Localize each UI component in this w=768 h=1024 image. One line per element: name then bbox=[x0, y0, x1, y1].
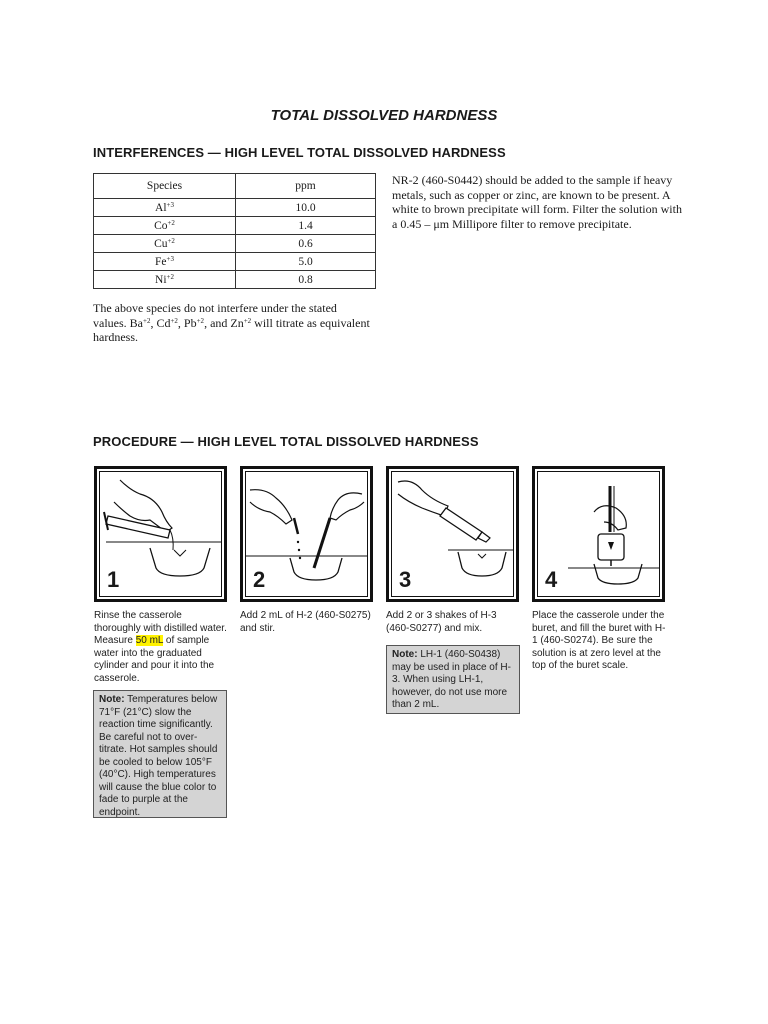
step-1-text: Rinse the casserole thoroughly with distilled water. Measure 50 mL of sample water into the graduated cylinder and pour it into the casserole. bbox=[94, 610, 227, 684]
species-cell: $Ni^{+2}$ bbox=[94, 271, 236, 289]
ppm-cell: 0.8 bbox=[236, 271, 376, 289]
temperature-note: Note: Temperatures below 71°F (21°C) slow the reaction time significantly. Be careful not to over-titrate. Hot samples should be cooled to below 105°F (40°C). High temperatures will cause the blue color to fade to purple at the endpoint. bbox=[93, 690, 227, 818]
interferences-heading: INTERFERENCES — HIGH LEVEL TOTAL DISSOLVED HARDNESS bbox=[93, 145, 506, 160]
table-row bbox=[94, 199, 376, 217]
step-4-number: 4 bbox=[545, 567, 558, 592]
species-cell: $Al^{+3}$ bbox=[94, 199, 236, 217]
procedure-heading: PROCEDURE — HIGH LEVEL TOTAL DISSOLVED HARDNESS bbox=[93, 434, 479, 449]
step-1-number: 1 bbox=[107, 567, 120, 592]
page-title: TOTAL DISSOLVED HARDNESS bbox=[270, 107, 498, 124]
nr2-paragraph: NR-2 (460-S0442) should be added to the sample if heavy metals, such as copper or zinc, are known to be present. A white to brown precipitate will form. Filter the solution with a 0.45 – μm Millipore filter to remove precipitate. bbox=[392, 173, 682, 231]
table-row bbox=[94, 217, 376, 235]
ppm-cell: 10.0 bbox=[236, 199, 376, 217]
table-row bbox=[94, 253, 376, 271]
step-4-illustration bbox=[532, 466, 665, 602]
table-header-row bbox=[94, 174, 376, 199]
ppm-cell: 0.6 bbox=[236, 235, 376, 253]
species-cell: $Co^{+2}$ bbox=[94, 217, 236, 235]
step-4-text: Place the casserole under the buret, and fill the buret with H-1 (460-S0274). Be sure the solution is at zero level at the top of the buret scale. bbox=[532, 610, 666, 671]
step-2-illustration bbox=[240, 466, 373, 602]
step-2-number: 2 bbox=[253, 567, 266, 592]
column-header-ppm: ppm bbox=[236, 174, 376, 199]
lh1-note: Note: LH-1 (460-S0438) may be used in place of H-3. When using LH-1, however, do not use more than 2 mL. bbox=[386, 645, 520, 714]
species-cell: $Fe^{+3}$ bbox=[94, 253, 236, 271]
table-row bbox=[94, 235, 376, 253]
species-cell: $Cu^{+2}$ bbox=[94, 235, 236, 253]
step-2-text: Add 2 mL of H-2 (460-S0275) and stir. bbox=[240, 610, 371, 634]
step-3-number: 3 bbox=[399, 567, 412, 592]
step-3-text: Add 2 or 3 shakes of H-3 (460-S0277) and mix. bbox=[386, 610, 497, 634]
step-1-illustration bbox=[94, 466, 227, 602]
column-header-species: Species bbox=[94, 174, 236, 199]
ppm-cell: 5.0 bbox=[236, 253, 376, 271]
interference-table bbox=[93, 173, 376, 289]
table-row bbox=[94, 271, 376, 289]
step-3-illustration bbox=[386, 466, 519, 602]
species-note-paragraph: The above species do not interfere under the stated values. $Ba^{+2}$, $Cd^{+2}$, $Pb^{+2}$, and $Zn^{+2}$ will titrate as equivalent hardness. bbox=[93, 301, 370, 344]
ppm-cell: 1.4 bbox=[236, 217, 376, 235]
highlighted-volume: 50 mL bbox=[135, 635, 164, 646]
